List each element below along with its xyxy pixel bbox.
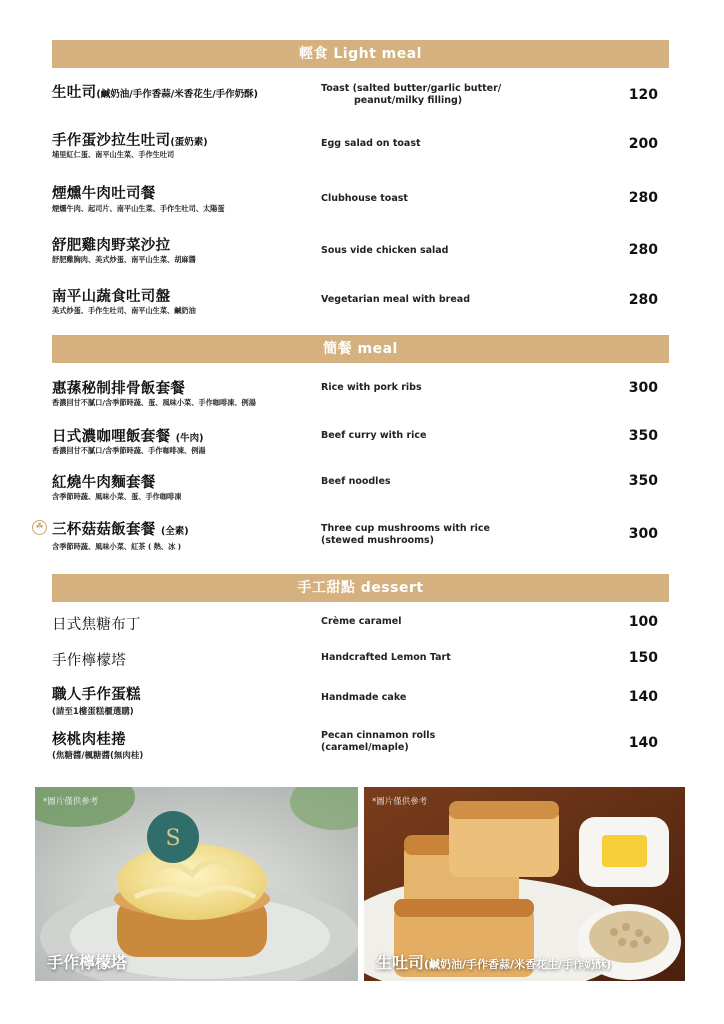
item-description: 舒肥雞胸肉、美式炒蛋、南平山生菜、胡麻醬 xyxy=(52,255,196,264)
item-name: 紅燒牛肉麵套餐 xyxy=(52,475,156,491)
item-price: 350 xyxy=(628,473,658,489)
item-english: Crème caramel xyxy=(321,616,402,627)
item-description: (請至1樓蛋糕櫃選購) xyxy=(52,707,134,717)
photo-note: *圖片僅供參考 xyxy=(43,797,99,807)
item-name: 日式濃咖哩飯套餐 (牛肉) xyxy=(52,429,204,445)
item-name: 核桃肉桂捲 xyxy=(52,732,126,748)
item-price: 150 xyxy=(628,650,658,666)
leaf-icon: ☘ xyxy=(32,520,47,535)
item-english: Handcrafted Lemon Tart xyxy=(321,652,451,663)
item-name: 煙燻牛肉吐司餐 xyxy=(52,186,156,202)
item-price: 100 xyxy=(628,614,658,630)
toast-photo xyxy=(364,787,685,981)
item-english: Toast (salted butter/garlic butter/ peanut/milky filling) xyxy=(321,83,502,106)
item-price: 140 xyxy=(628,735,658,751)
item-name: 三杯菇菇飯套餐 (全素) xyxy=(52,522,189,538)
item-description: 煙燻牛肉、起司片、南平山生菜、手作生吐司、太陽蛋 xyxy=(52,204,225,213)
item-price: 280 xyxy=(628,242,658,258)
photo-caption: 手作檸檬塔 xyxy=(47,953,128,972)
item-price: 300 xyxy=(628,526,658,542)
item-description: 含季節時蔬、風味小菜、紅茶 ( 熱、冰 ) xyxy=(52,542,182,551)
photo-caption: 生吐司(鹹奶油/手作香蒜/米香花生/手作奶酥) xyxy=(376,953,612,972)
svg-text:S: S xyxy=(165,826,181,851)
item-english: Rice with pork ribs xyxy=(321,382,422,393)
item-name: 惠蓀秘制排骨飯套餐 xyxy=(52,381,186,397)
item-english: Pecan cinnamon rolls (caramel/maple) xyxy=(321,730,436,753)
item-name: 日式焦糖布丁 xyxy=(52,617,141,633)
section-header-dessert: 手工甜點 dessert xyxy=(52,574,669,602)
item-english: Clubhouse toast xyxy=(321,193,408,204)
photo-note: *圖片僅供參考 xyxy=(372,797,428,807)
item-name: 手作蛋沙拉生吐司(蛋奶素) xyxy=(52,133,208,149)
item-english: Egg salad on toast xyxy=(321,138,421,149)
section-header-light-meal: 輕食 Light meal xyxy=(52,40,669,68)
item-price: 200 xyxy=(628,136,658,152)
item-name: 舒肥雞肉野菜沙拉 xyxy=(52,238,171,254)
item-description: 美式炒蛋、手作生吐司、南平山生菜、鹹奶油 xyxy=(52,306,196,315)
item-description: (焦糖醬/楓糖醬(無肉桂) xyxy=(52,751,144,761)
item-price: 280 xyxy=(628,292,658,308)
lemon-tart-photo xyxy=(35,787,358,981)
item-english: Three cup mushrooms with rice (stewed mushrooms) xyxy=(321,523,490,546)
item-english: Beef curry with rice xyxy=(321,430,427,441)
item-name: 南平山蔬食吐司盤 xyxy=(52,289,171,305)
item-english: Beef noodles xyxy=(321,476,391,487)
item-price: 140 xyxy=(628,689,658,705)
item-description: 埔里紅仁蛋、南平山生菜、手作生吐司 xyxy=(52,150,175,159)
item-price: 350 xyxy=(628,428,658,444)
item-name: 職人手作蛋糕 xyxy=(52,687,141,703)
item-english: Handmade cake xyxy=(321,692,407,703)
item-price: 300 xyxy=(628,380,658,396)
item-name: 手作檸檬塔 xyxy=(52,653,126,669)
item-description: 香濃回甘不膩口/含季節時蔬、手作咖啡凍、例湯 xyxy=(52,446,206,455)
item-price: 280 xyxy=(628,190,658,206)
section-header-meal: 簡餐 meal xyxy=(52,335,669,363)
item-english: Sous vide chicken salad xyxy=(321,245,449,256)
item-english: Vegetarian meal with bread xyxy=(321,294,470,305)
item-price: 120 xyxy=(628,87,658,103)
item-description: 含季節時蔬、風味小菜、蛋、手作咖啡凍 xyxy=(52,492,182,501)
item-name: 生吐司(鹹奶油/手作香蒜/米香花生/手作奶酥) xyxy=(52,85,258,101)
item-description: 香濃回甘不膩口/含季節時蔬、蛋、風味小菜、手作咖啡凍、例湯 xyxy=(52,398,256,407)
